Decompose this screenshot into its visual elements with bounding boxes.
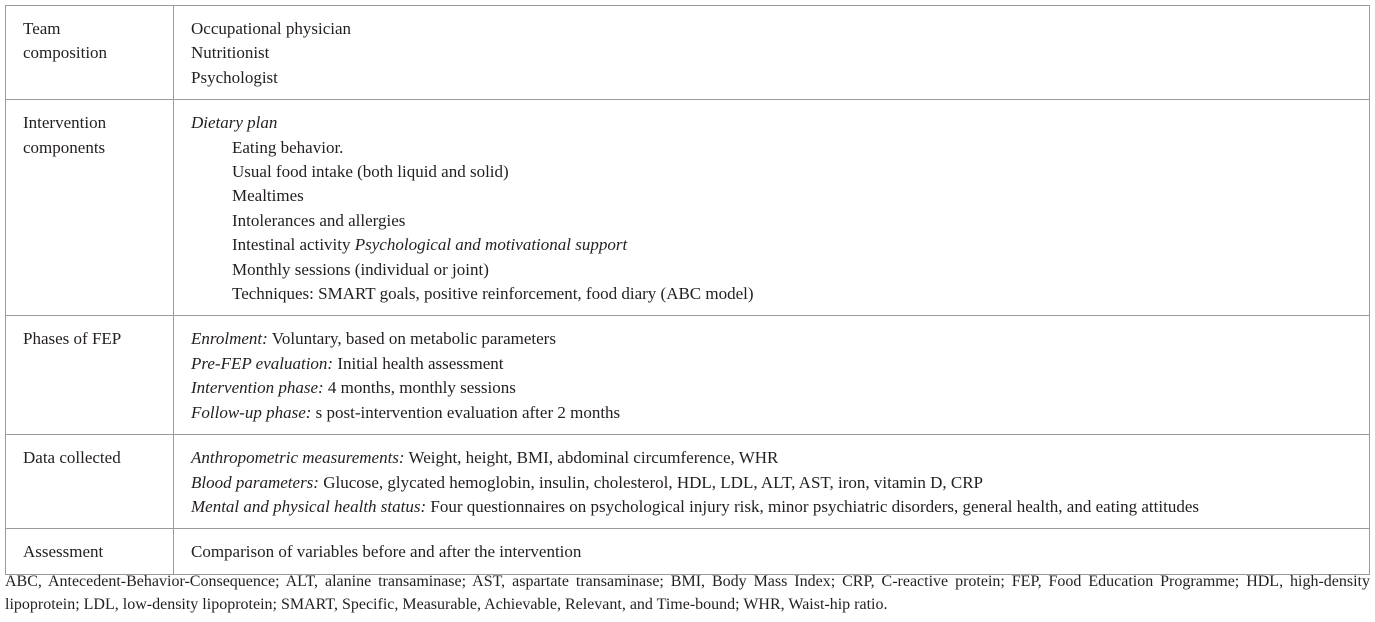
- row-header-assessment: [6, 529, 174, 574]
- data-term: Blood parameters:: [191, 472, 319, 492]
- row-label: Intervention: [23, 113, 107, 133]
- team-member: Occupational physician: [191, 19, 352, 38]
- phase-entry: [191, 352, 1369, 376]
- table-row-intervention: [6, 100, 1370, 316]
- row-header-data-collected: [6, 435, 174, 529]
- phase-entry: [191, 401, 1369, 425]
- phase-entry: [191, 327, 1369, 351]
- component-text: Intestinal activity: [232, 235, 355, 255]
- phase-term: Pre-FEP evaluation:: [191, 353, 334, 373]
- phase-text: 4 months, monthly sessions: [323, 378, 516, 398]
- row-header-phases: [6, 316, 174, 435]
- fep-summary-table: [5, 5, 1370, 575]
- component-item: Monthly sessions (individual or joint): [232, 259, 489, 279]
- row-label: composition: [23, 43, 108, 63]
- data-text: Glucose, glycated hemoglobin, insulin, cholesterol, HDL, LDL, ALT, AST, iron, vitamin D, CRP: [318, 472, 984, 492]
- component-item: [191, 233, 1369, 257]
- data-collected-cell: [174, 435, 1370, 529]
- intervention-components-cell: [174, 100, 1370, 316]
- row-label: Team: [23, 19, 61, 38]
- dietary-plan-heading: Dietary plan: [191, 113, 278, 133]
- phase-entry: [191, 376, 1369, 400]
- team-member: Psychologist: [191, 67, 278, 87]
- phase-text: Voluntary, based on metabolic parameters: [267, 329, 556, 349]
- data-term: Mental and physical health status:: [191, 496, 427, 516]
- table-row-data-collected: [6, 435, 1370, 529]
- data-text: Four questionnaires on psychological injury risk, minor psychiatric disorders, general health, and eating attitudes: [426, 496, 1199, 516]
- row-label: components: [23, 137, 106, 157]
- data-text: Weight, height, BMI, abdominal circumference, WHR: [404, 448, 779, 468]
- phase-term: Enrolment:: [191, 329, 268, 349]
- data-entry: [191, 471, 1369, 495]
- row-label: Phases of FEP: [23, 329, 122, 349]
- row-label: Assessment: [23, 542, 104, 562]
- table-row-phases: [6, 316, 1370, 435]
- data-entry: [191, 446, 1369, 470]
- component-item: Techniques: SMART goals, positive reinforcement, food diary (ABC model): [232, 284, 754, 304]
- component-item: Mealtimes: [232, 186, 304, 206]
- row-header-intervention: [6, 100, 174, 316]
- phase-term: Follow-up phase:: [191, 402, 312, 422]
- component-item: Eating behavior.: [232, 137, 344, 157]
- team-member: Nutritionist: [191, 43, 270, 63]
- row-header-team: [6, 6, 174, 100]
- phases-cell: [174, 316, 1370, 435]
- table-row-assessment: [6, 529, 1370, 574]
- team-members-cell: [174, 6, 1370, 100]
- phase-text: s post-intervention evaluation after 2 months: [311, 402, 621, 422]
- table-footnote: ABC, Antecedent-Behavior-Consequence; ALT, alanine transaminase; AST, aspartate transaminase; BMI, Body Mass Index; CRP, C-reactive protein; FEP, Food Education Programme; HDL, high-density lipoprotein; LDL, low-density lipoprotein; SMART, Specific, Measurable, Achievable, Relevant, and Time-bound; WHR, Waist-hip ratio.: [5, 573, 1370, 613]
- component-item: Usual food intake (both liquid and solid): [232, 162, 509, 182]
- assessment-text: Comparison of variables before and after the intervention: [191, 542, 582, 562]
- table-row-team: [6, 6, 1370, 100]
- data-term: Anthropometric measurements:: [191, 448, 405, 468]
- row-label: Data collected: [23, 448, 121, 468]
- component-item: Intolerances and allergies: [232, 210, 406, 230]
- phase-text: Initial health assessment: [333, 353, 504, 373]
- phase-term: Intervention phase:: [191, 378, 324, 398]
- data-entry: [191, 495, 1369, 519]
- psychological-support-heading: Psychological and motivational support: [354, 235, 628, 255]
- assessment-cell: [174, 529, 1370, 574]
